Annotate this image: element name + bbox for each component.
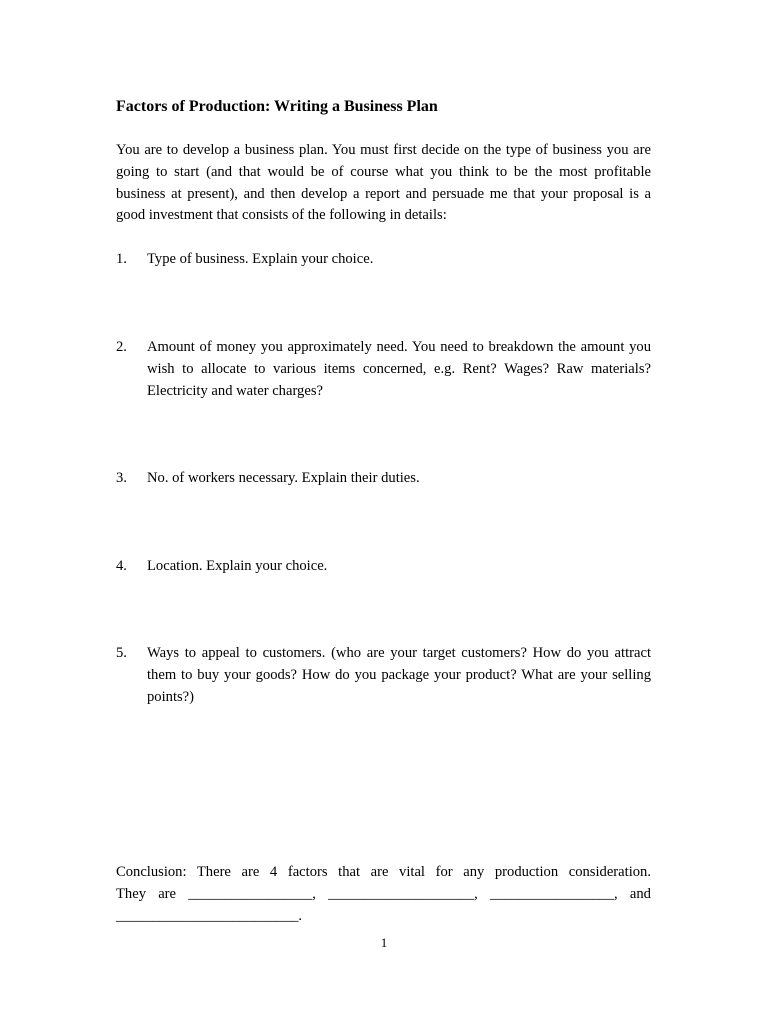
list-item-3 <box>116 468 651 490</box>
conclusion-line-2 <box>116 884 651 906</box>
answer-blank-2: ____________________, <box>328 885 478 902</box>
list-item-number: 4. <box>116 558 127 574</box>
answer-blank-1: _________________, <box>188 885 316 902</box>
intro-paragraph: You are to develop a business plan. You must first decide on the type of business you are going to start (and that would be of course what you think to be the most profitable business at present), and then develop a report and persuade me that your proposal is a good investment that consists of the following in details: <box>116 142 651 224</box>
list-item-number: 2. <box>116 339 127 355</box>
answer-blank-3: _________________, <box>489 885 618 902</box>
list-item-5 <box>116 643 651 708</box>
list-item-number: 3. <box>116 470 127 486</box>
list-item-1 <box>116 249 651 271</box>
list-item-number: 1. <box>116 251 127 267</box>
page-number: 1 <box>380 935 388 950</box>
conclusion-prefix: They are <box>116 885 177 902</box>
list-item-text: No. of workers necessary. Explain their duties. <box>147 470 420 486</box>
conclusion-paragraph <box>116 862 651 927</box>
list-item-text: Location. Explain your choice. <box>147 558 328 574</box>
document-title: Factors of Production: Writing a Business Plan <box>116 98 438 115</box>
conclusion-line-1: Conclusion: There are 4 factors that are vital for any production consideration. <box>116 864 651 880</box>
conclusion-suffix: and <box>629 885 651 902</box>
list-item-4 <box>116 556 651 578</box>
list-item-text: Amount of money you approximately need. You need to breakdown the amount you wish to allocate to various items concerned, e.g. Rent? Wages? Raw materials? Electricity and water charges? <box>147 339 651 399</box>
list-item-number: 5. <box>116 645 127 661</box>
answer-blank-4: _________________________. <box>116 907 303 924</box>
list-item-2 <box>116 337 651 402</box>
list-item-text: Ways to appeal to customers. (who are your target customers? How do you attract them to buy your goods? How do you package your product? What are your selling points?) <box>147 645 651 705</box>
list-item-text: Type of business. Explain your choice. <box>147 251 374 267</box>
